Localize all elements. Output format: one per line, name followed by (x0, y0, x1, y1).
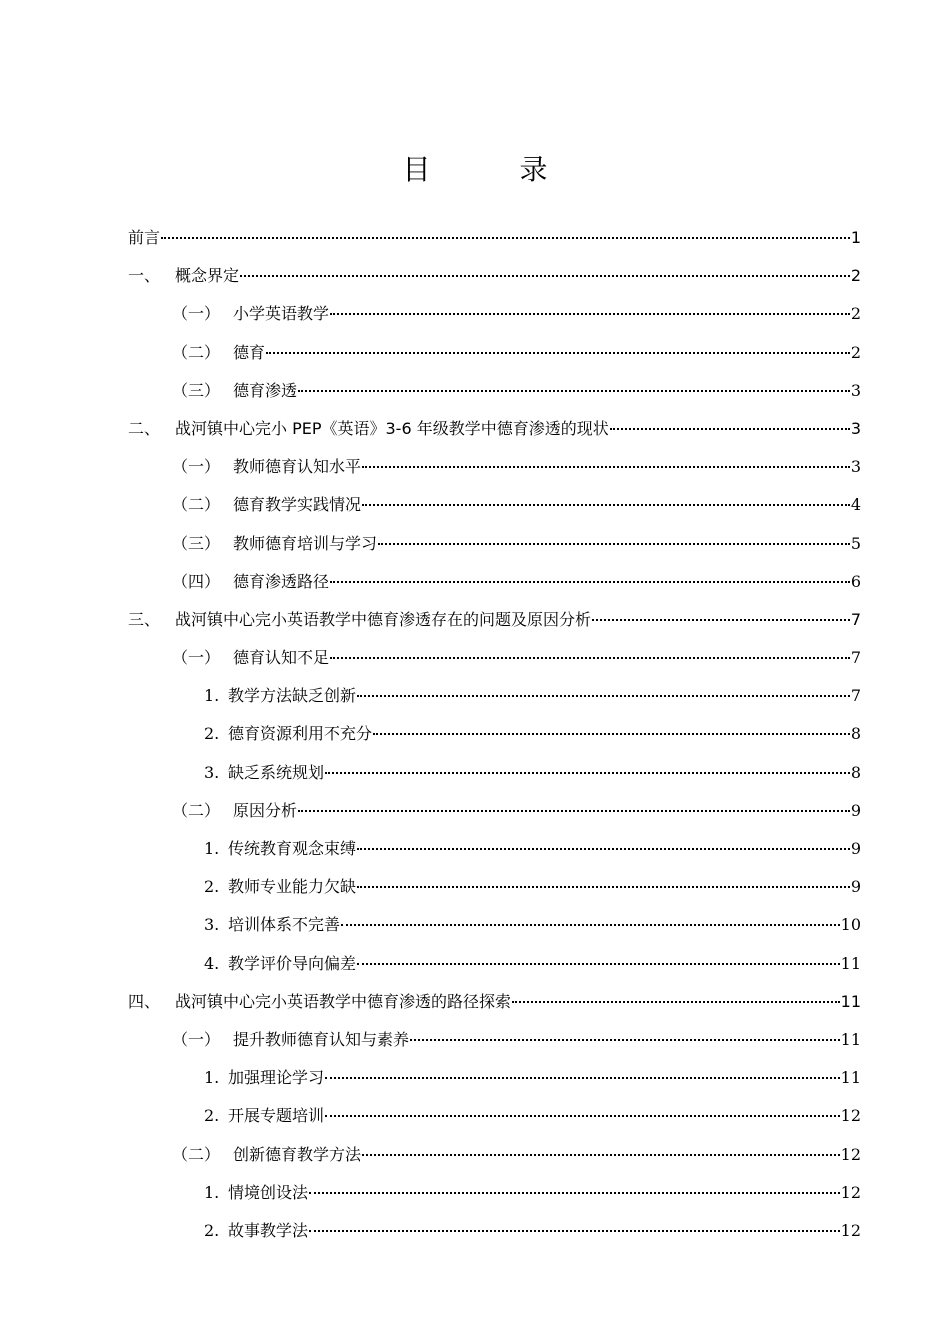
toc-entry-page: 5 (850, 533, 861, 553)
toc-entry-text: 小学英语教学 (233, 304, 330, 324)
toc-entry-text: 原因分析 (233, 800, 298, 820)
toc-dot-leader (512, 1001, 840, 1003)
toc-entry-text: 前言 (128, 228, 161, 247)
toc-entry-number: 4. (204, 953, 220, 973)
toc-entry-text: 德育渗透 (233, 380, 298, 400)
toc-entry-text: 德育 (233, 342, 266, 362)
toc-dot-leader (298, 810, 850, 812)
toc-entry[interactable] (128, 525, 861, 563)
toc-entry-text: 创新德育教学方法 (233, 1144, 362, 1164)
toc-entry[interactable] (128, 295, 861, 333)
toc-entry-page: 11 (840, 1068, 861, 1088)
toc-dot-leader (330, 581, 850, 583)
toc-dot-leader (325, 1115, 840, 1117)
toc-entry[interactable] (128, 945, 861, 983)
toc-entry[interactable] (128, 983, 861, 1021)
toc-entry-page: 12 (840, 1182, 861, 1202)
toc-dot-leader (357, 848, 850, 850)
toc-entry-text: 培训体系不完善 (228, 915, 341, 935)
toc-entry-text: 德育认知不足 (233, 648, 330, 668)
toc-entry-number: 3. (204, 762, 220, 782)
toc-dot-leader (309, 1192, 840, 1194)
toc-entry-text: 教学方法缺乏创新 (228, 686, 357, 706)
toc-entry[interactable] (128, 677, 861, 715)
toc-entry-page: 12 (840, 1106, 861, 1126)
toc-dot-leader (330, 313, 850, 315)
toc-dot-leader (161, 237, 850, 239)
toc-entry-text: 缺乏系统规划 (228, 762, 325, 782)
toc-dot-leader (357, 886, 850, 888)
toc-entry-page: 8 (850, 762, 861, 782)
toc-entry-text: 教师专业能力欠缺 (228, 877, 357, 897)
toc-entry-text: 加强理论学习 (228, 1068, 325, 1088)
toc-dot-leader (266, 352, 850, 354)
toc-entry-text: 战河镇中心完小英语教学中德育渗透的路径探索 (175, 991, 512, 1011)
toc-entry[interactable] (128, 334, 861, 372)
toc-entry[interactable] (128, 868, 861, 906)
toc-entry-text: 教学评价导向偏差 (228, 953, 357, 973)
toc-dot-leader (362, 504, 850, 506)
toc-dot-leader (298, 390, 850, 392)
toc-entry-number: 2. (204, 877, 220, 897)
toc-entry-page: 7 (850, 686, 861, 706)
toc-dot-leader (610, 428, 850, 430)
toc-entry-text: 故事教学法 (228, 1220, 309, 1240)
toc-entry[interactable] (128, 1136, 861, 1174)
toc-entry-page: 12 (840, 1144, 861, 1164)
toc-entry-page: 1 (850, 228, 861, 247)
toc-entry-number: （一） (172, 457, 221, 477)
toc-dot-leader (309, 1230, 840, 1232)
toc-entry-number: （二） (172, 342, 221, 362)
toc-dot-leader (341, 924, 840, 926)
toc-entry-number: 1. (204, 839, 220, 858)
toc-entry-number: （二） (172, 1144, 221, 1164)
toc-dot-leader (325, 772, 850, 774)
toc-entry[interactable] (128, 830, 861, 868)
toc-dot-leader (362, 466, 850, 468)
toc-entry[interactable] (128, 1021, 861, 1059)
toc-entry-page: 2 (850, 342, 861, 362)
toc-entry-page: 3 (850, 457, 861, 477)
toc-entry-number: （四） (172, 571, 221, 591)
toc-entry-text: 教师德育认知水平 (233, 457, 362, 477)
toc-entry-page: 11 (840, 1029, 861, 1049)
toc-dot-leader (240, 275, 850, 277)
toc-entry[interactable] (128, 906, 861, 944)
toc-entry-number: 2. (204, 1220, 220, 1240)
toc-dot-leader (362, 1154, 840, 1156)
toc-entry[interactable] (128, 257, 861, 295)
toc-entry-page: 11 (840, 991, 861, 1011)
toc-dot-leader (373, 733, 850, 735)
toc-entry-page: 6 (850, 571, 861, 591)
toc-entry-number: 三、 (128, 609, 161, 629)
toc-entry-text: 德育资源利用不充分 (228, 724, 373, 744)
toc-dot-leader (330, 657, 850, 659)
toc-dot-leader (410, 1039, 840, 1041)
toc-entry-number: 3. (204, 915, 220, 935)
toc-entry[interactable] (128, 1059, 861, 1097)
toc-entry[interactable] (128, 601, 861, 639)
toc-entry-page: 4 (850, 495, 861, 515)
toc-entry-text: 德育渗透路径 (233, 571, 330, 591)
toc-entry[interactable] (128, 639, 861, 677)
toc-entry-text: 提升教师德育认知与素养 (233, 1029, 410, 1049)
toc-entry[interactable] (128, 1212, 861, 1250)
toc-entry-number: （一） (172, 648, 221, 668)
toc-entry-page: 11 (840, 953, 861, 973)
toc-entry-text: 概念界定 (175, 266, 240, 286)
toc-entry-number: 2. (204, 724, 220, 744)
toc-entry-number: （一） (172, 1029, 221, 1049)
toc-entry[interactable] (128, 715, 861, 753)
toc-title: 目 录 (402, 153, 588, 186)
toc-entry-text: 开展专题培训 (228, 1106, 325, 1126)
toc-entry-number: （一） (172, 304, 221, 324)
toc-entry[interactable] (128, 486, 861, 524)
toc-entry-page: 2 (850, 304, 861, 324)
toc-entry-number: 四、 (128, 991, 161, 1011)
toc-dot-leader (325, 1077, 840, 1079)
toc-entry[interactable] (128, 219, 861, 257)
toc-entry-text: 德育教学实践情况 (233, 495, 362, 515)
toc-dot-leader (357, 963, 840, 965)
toc-entry-page: 9 (850, 877, 861, 897)
toc-entry[interactable] (128, 792, 861, 830)
toc-entry-page: 9 (850, 800, 861, 820)
toc-entry-page: 3 (850, 380, 861, 400)
toc-entry-text: 情境创设法 (228, 1182, 309, 1202)
toc-entry-number: 1. (204, 686, 220, 706)
toc-list (128, 219, 861, 1250)
toc-entry-number: 2. (204, 1106, 220, 1126)
toc-entry-page: 9 (850, 839, 861, 858)
toc-entry[interactable] (128, 448, 861, 486)
toc-entry[interactable] (128, 1174, 861, 1212)
toc-entry[interactable] (128, 410, 861, 448)
toc-entry-text: 传统教育观念束缚 (228, 839, 357, 858)
toc-entry-number: 1. (204, 1068, 220, 1088)
toc-dot-leader (592, 619, 850, 621)
toc-dot-leader (357, 695, 850, 697)
toc-entry-page: 3 (850, 418, 861, 438)
toc-dot-leader (378, 543, 850, 545)
toc-entry-text: 教师德育培训与学习 (233, 533, 378, 553)
toc-entry-number: 一、 (128, 266, 161, 286)
toc-entry-number: （三） (172, 380, 221, 400)
toc-entry-text: 战河镇中心完小英语教学中德育渗透存在的问题及原因分析 (175, 609, 592, 629)
toc-entry-page: 7 (850, 648, 861, 668)
toc-entry[interactable] (128, 1097, 861, 1135)
toc-entry-page: 10 (840, 915, 861, 935)
toc-entry-number: （二） (172, 495, 221, 515)
toc-entry-text: 战河镇中心完小 PEP《英语》3-6 年级教学中德育渗透的现状 (175, 418, 609, 438)
toc-entry-number: （二） (172, 800, 221, 820)
toc-entry[interactable] (128, 372, 861, 410)
toc-entry-page: 12 (840, 1220, 861, 1240)
toc-entry-page: 8 (850, 724, 861, 744)
toc-entry-number: 1. (204, 1182, 220, 1202)
toc-entry-page: 7 (850, 609, 861, 629)
toc-entry[interactable] (128, 754, 861, 792)
toc-entry-number: 二、 (128, 418, 161, 438)
toc-entry-number: （三） (172, 533, 221, 553)
toc-entry[interactable] (128, 563, 861, 601)
toc-entry-page: 2 (850, 266, 861, 286)
